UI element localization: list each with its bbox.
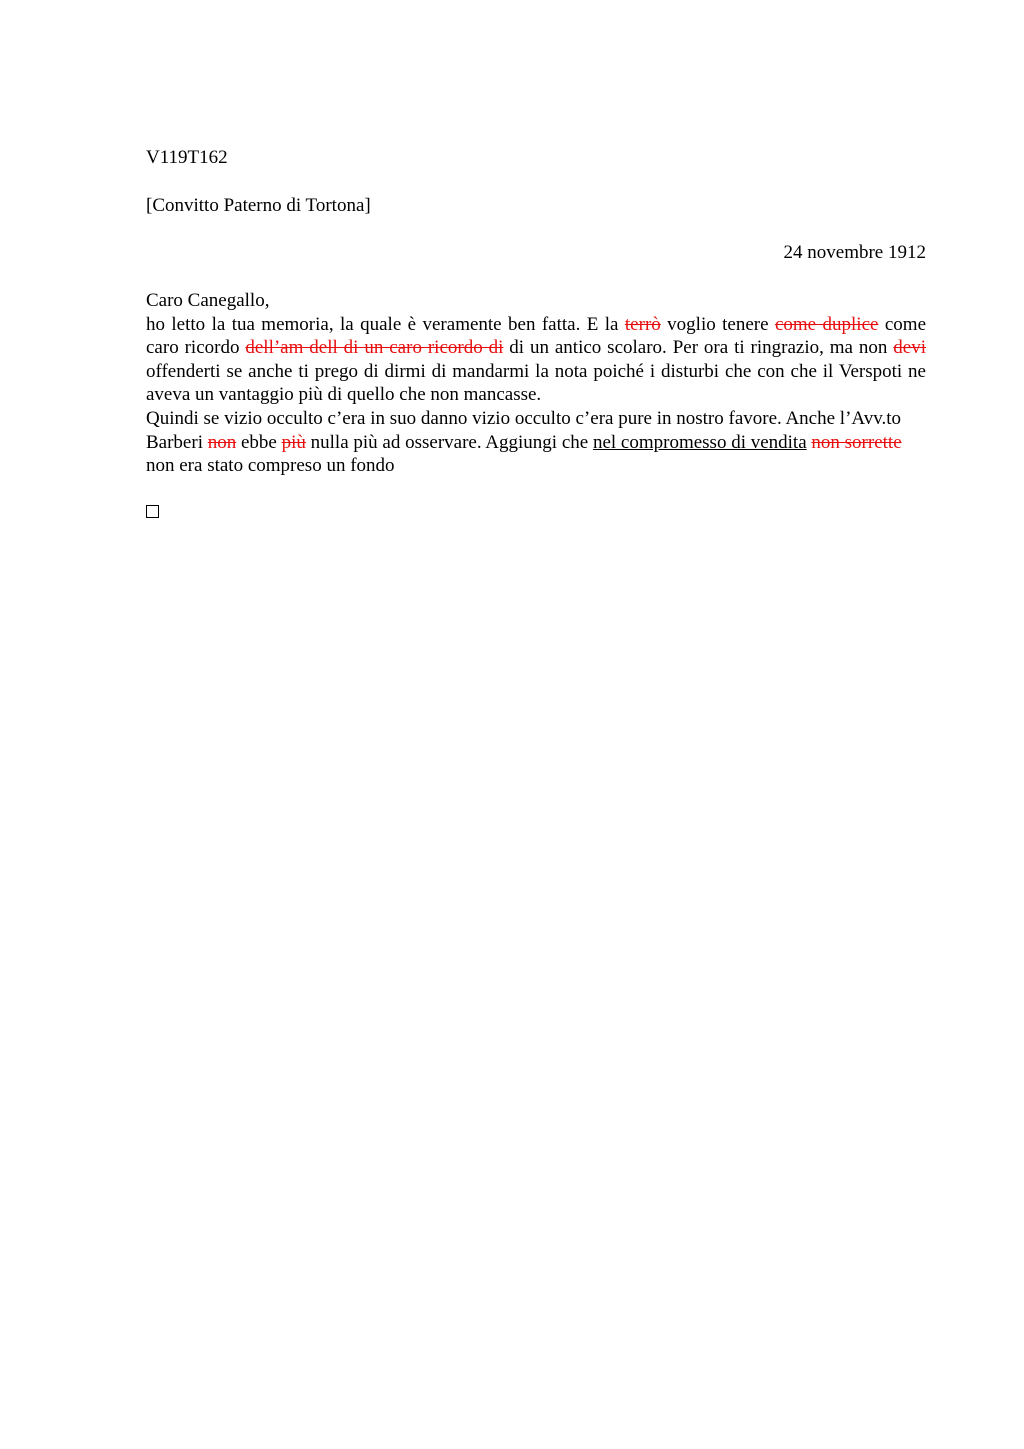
deleted-text: devi [893, 337, 926, 359]
text-run: ebbe [236, 431, 282, 453]
empty-box-icon [146, 505, 159, 518]
salutation: Caro Canegallo, [146, 290, 270, 311]
text-run: come caro ricordo [146, 313, 927, 359]
deleted-text: terrò [624, 313, 661, 335]
deleted-text: non [207, 431, 237, 453]
deleted-text: più [281, 431, 306, 453]
text-run: nulla più ad osservare. Aggiungi che [305, 431, 593, 453]
document-id: V119T162 [146, 147, 228, 168]
paragraph-2 [146, 407, 926, 478]
text-run: ho letto la tua memoria, la quale è veramente ben fatta. E la [146, 313, 625, 335]
deleted-text: non sorrette [811, 431, 902, 453]
letter-body [146, 289, 926, 478]
deleted-text: dell’am dell di un caro ricordo di [245, 337, 504, 359]
deleted-text: come duplice [774, 313, 879, 335]
text-run: non era stato compreso un fondo [146, 455, 395, 477]
paragraph-1 [146, 313, 926, 407]
place-heading: [Convitto Paterno di Tortona] [146, 195, 371, 216]
letter-date: 24 novembre 1912 [783, 242, 926, 263]
underlined-text: nel compromesso di vendita [592, 431, 807, 453]
text-run: di un antico scolaro. Per ora ti ringrazio, ma non [503, 337, 894, 359]
text-run: voglio tenere [660, 313, 775, 335]
text-run: Quindi se vizio occulto c’era in suo danno vizio occulto c’era pure in nostro favore. Anche l’Avv.to Barberi [146, 407, 902, 453]
text-run: offenderti se anche ti prego di dirmi di mandarmi la nota poiché i disturbi che con che il Verspoti ne aveva un vantaggio più di quello che non mancasse. [146, 360, 926, 406]
